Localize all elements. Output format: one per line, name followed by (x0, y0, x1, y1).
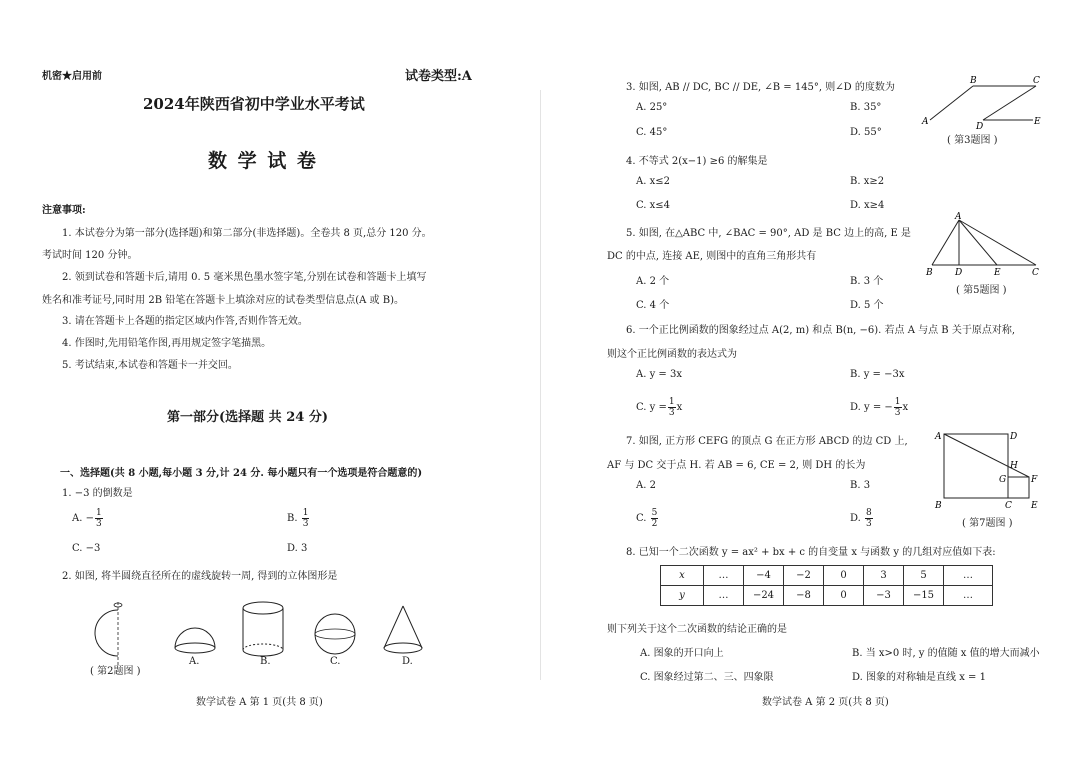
note-line: 2. 领到试卷和答题卡后,请用 0. 5 毫米黑色墨水签字笔,分别在试卷和答题卡上填写 (62, 272, 427, 283)
q1-option-a: A. − $\frac{1}{3}$ (72, 508, 102, 529)
q7-option-c: C. $\frac{5}{2}$ (636, 508, 658, 529)
q6-option-a: A. y = 3x (636, 369, 682, 380)
note-line: 1. 本试卷分为第一部分(选择题)和第二部分(非选择题)。全卷共 8 页,总分 120 分。 (62, 228, 432, 239)
page2-footer: 数学试卷 A 第 2 页(共 8 页) (762, 697, 889, 708)
table-cell: 5 (904, 566, 944, 586)
q5-label-a: A (955, 212, 962, 222)
q2-option-a: A. (189, 656, 200, 667)
q8-option-d: D. 图象的对称轴是直线 x = 1 (852, 672, 986, 683)
q5-triangle-figure (924, 210, 1044, 278)
q3-option-d: D. 55° (850, 127, 882, 138)
table-cell: 3 (864, 566, 904, 586)
notes-heading: 注意事项: (42, 205, 86, 216)
q8-option-a: A. 图象的开口向上 (640, 648, 724, 659)
q6-option-b: B. y = −3x (850, 369, 905, 380)
q7-label-c: C (1005, 501, 1012, 511)
q5-stem-line1: 5. 如图, 在△ABC 中, ∠BAC = 90°, AD 是 BC 边上的高, E 是 (626, 228, 911, 239)
sphere-option-c (315, 614, 355, 654)
q2-figure-caption: ( 第2题图 ) (90, 666, 141, 677)
semicircle-rotation-figure (95, 602, 122, 666)
table-cell: … (704, 566, 744, 586)
table-cell: … (944, 566, 993, 586)
q7-label-a: A (935, 432, 942, 442)
q6-option-d: D. y = − $\frac{1}{3}$ x (850, 397, 909, 418)
q3-figure (918, 72, 1048, 130)
q6-option-c: C. y = $\frac{1}{3}$ x (636, 397, 683, 418)
exam-page-2 (540, 0, 1080, 764)
q1-option-d: D. 3 (287, 543, 308, 554)
q7-stem-line2: AF 与 DC 交于点 H. 若 AB = 6, CE = 2, 则 DH 的长为 (607, 460, 866, 471)
q1-option-c: C. −3 (72, 543, 101, 554)
q8-option-b: B. 当 x>0 时, y 的值随 x 值的增大而减小 (852, 648, 1040, 659)
table-cell: −15 (904, 586, 944, 606)
table-cell: … (704, 586, 744, 606)
table-row (661, 586, 993, 606)
exam-title: 2024年陕西省初中学业水平考试 (143, 95, 365, 113)
q8-value-table (660, 565, 993, 606)
q7-squares-figure (932, 426, 1042, 514)
q2-option-c: C. (330, 656, 341, 667)
q2-option-d: D. (402, 656, 413, 667)
q7-label-b: B (935, 501, 942, 511)
cylinder-option-b (243, 602, 283, 656)
q5-option-c: C. 4 个 (636, 300, 670, 311)
q2-option-b: B. (260, 656, 271, 667)
q3-stem: 3. 如图, AB // DC, BC // DE, ∠B = 145°, 则∠D 的度数为 (626, 82, 895, 93)
q4-option-c: C. x≤4 (636, 200, 671, 211)
q5-label-c: C (1032, 268, 1039, 278)
q3-label-b: B (970, 76, 977, 86)
table-cell: −3 (864, 586, 904, 606)
table-cell: … (944, 586, 993, 606)
q4-option-b: B. x≥2 (850, 176, 885, 187)
q5-label-d: D (955, 268, 963, 278)
table-cell: −8 (784, 586, 824, 606)
q1-option-b: B. $\frac{1}{3}$ (287, 508, 309, 529)
part1-title: 第一部分(选择题 共 24 分) (167, 410, 328, 425)
q7-label-f: F (1031, 475, 1038, 485)
q7-stem-line1: 7. 如图, 正方形 CEFG 的顶点 G 在正方形 ABCD 的边 CD 上, (626, 436, 908, 447)
table-cell: −4 (744, 566, 784, 586)
q3-figure-caption: ( 第3题图 ) (947, 135, 998, 146)
table-row (661, 566, 993, 586)
table-cell: −2 (784, 566, 824, 586)
cone-option-d (384, 606, 422, 653)
q7-option-a: A. 2 (636, 480, 656, 491)
q3-label-d: D (976, 122, 984, 130)
q3-option-a: A. 25° (636, 102, 668, 113)
note-line: 5. 考试结束,本试卷和答题卡一并交回。 (62, 360, 238, 371)
subject-title: 数 学 试 卷 (208, 150, 318, 172)
note-line: 3. 请在答题卡上各题的指定区域内作答,否则作答无效。 (62, 316, 308, 327)
table-cell: −24 (744, 586, 784, 606)
q5-option-b: B. 3 个 (850, 276, 884, 287)
q7-figure-caption: ( 第7题图 ) (962, 518, 1013, 529)
hemisphere-option-a (175, 628, 215, 653)
q1-stem: 1. −3 的倒数是 (62, 488, 133, 499)
q4-option-a: A. x≤2 (636, 176, 670, 187)
q5-stem-line2: DC 的中点, 连接 AE, 则图中的直角三角形共有 (607, 251, 817, 262)
q6-stem-line2: 则这个正比例函数的表达式为 (607, 349, 737, 360)
section-heading: 一、选择题(共 8 小题,每小题 3 分,计 24 分. 每小题只有一个选项是符合题意的) (60, 468, 423, 479)
page1-footer: 数学试卷 A 第 1 页(共 8 页) (196, 697, 323, 708)
q5-option-a: A. 2 个 (636, 276, 670, 287)
table-cell: 0 (824, 586, 864, 606)
q3-option-b: B. 35° (850, 102, 882, 113)
q8-stem: 8. 已知一个二次函数 y = ax² + bx + c 的自变量 x 与函数 y 的几组对应值如下表: (626, 547, 996, 558)
q7-label-g: G (999, 475, 1007, 485)
q6-stem-line1: 6. 一个正比例函数的图象经过点 A(2, m) 和点 B(n, −6). 若点 A 与点 B 关于原点对称, (626, 325, 1015, 336)
q5-option-d: D. 5 个 (850, 300, 884, 311)
note-line: 考试时间 120 分钟。 (42, 250, 138, 261)
note-line: 姓名和准考证号,同时用 2B 铅笔在答题卡上填涂对应的试卷类型信息点(A 或 B)。 (42, 295, 404, 306)
q7-label-e: E (1031, 501, 1038, 511)
q4-option-d: D. x≥4 (850, 200, 885, 211)
table-cell: x (661, 566, 704, 586)
q7-option-b: B. 3 (850, 480, 871, 491)
q2-stem: 2. 如图, 将半圆绕直径所在的虚线旋转一周, 得到的立体图形是 (62, 571, 338, 582)
q3-label-c: C (1033, 76, 1040, 86)
q5-label-b: B (926, 268, 933, 278)
table-cell: 0 (824, 566, 864, 586)
q4-stem: 4. 不等式 2(x−1) ≥6 的解集是 (626, 156, 768, 167)
q5-figure-caption: ( 第5题图 ) (956, 285, 1007, 296)
q3-label-e: E (1034, 117, 1041, 127)
q3-option-c: C. 45° (636, 127, 668, 138)
q7-label-d: D (1010, 432, 1018, 442)
confidential-mark: 机密★启用前 (42, 71, 102, 82)
q7-option-d: D. $\frac{8}{3}$ (850, 508, 872, 529)
q8-stem-line2: 则下列关于这个二次函数的结论正确的是 (607, 624, 787, 635)
q5-label-e: E (994, 268, 1001, 278)
paper-type: 试卷类型:A (405, 69, 472, 84)
q7-label-h: H (1010, 461, 1018, 471)
q3-label-a: A (922, 117, 929, 127)
note-line: 4. 作图时,先用铅笔作图,再用规定签字笔描黑。 (62, 338, 272, 349)
table-cell: y (661, 586, 704, 606)
q8-option-c: C. 图象经过第二、三、四象限 (640, 672, 774, 683)
